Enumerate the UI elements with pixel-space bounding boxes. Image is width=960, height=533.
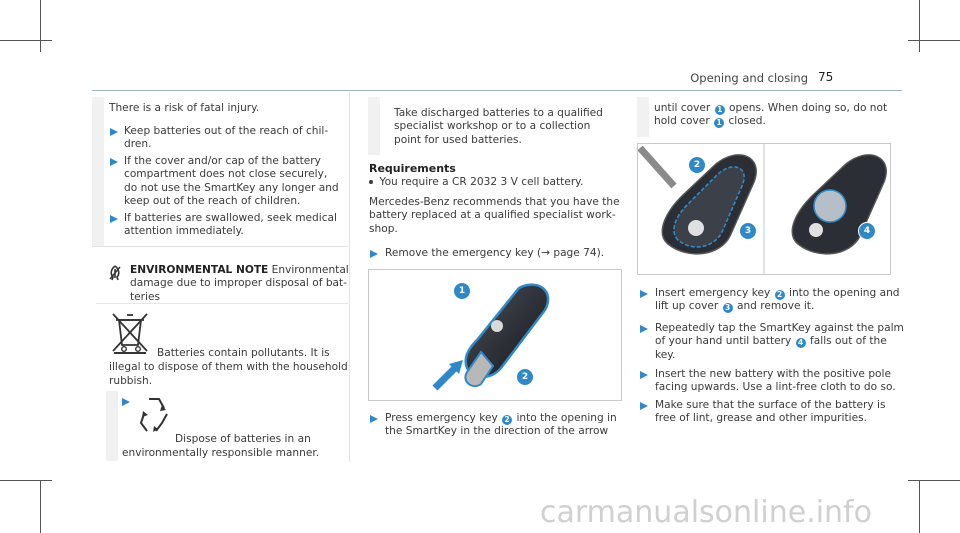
warning-item: If batteries are swallowed, seek medical attention immediately. <box>124 212 337 238</box>
figure-battery-cover <box>637 143 891 275</box>
ref-number: 2 <box>502 415 512 425</box>
environment-note-title: ENVIRONMENTAL NOTE <box>130 264 269 276</box>
recycle-text: Dispose of batteries in an <box>175 433 311 445</box>
recycle-icon <box>136 395 172 439</box>
step-arrow-icon <box>110 215 118 223</box>
step-arrow-icon <box>640 325 648 333</box>
crop-mark <box>919 480 920 533</box>
bin-text: illegal to dispose of them with the household <box>109 361 348 373</box>
bullet-icon <box>369 180 373 184</box>
page-number: 75 <box>818 70 834 84</box>
step-arrow-icon <box>640 371 648 379</box>
crop-mark <box>0 40 52 41</box>
crop-mark <box>40 480 41 533</box>
requirement-item: You require a CR 2032 3 V cell battery. <box>369 176 583 189</box>
step-arrow-icon <box>110 158 118 166</box>
warning-item: If the cover and/or cap of the battery compartment does not close securely, do not use the SmartKey any longer and keep out of the reach of children. <box>124 155 339 208</box>
recycle-box <box>106 391 118 461</box>
warning-box <box>92 97 104 247</box>
crossed-bin-icon <box>110 311 150 359</box>
info-box-text: Take discharged batteries to a qualified specialist workshop or to a collection point for used batteries. <box>394 107 603 146</box>
ref-number: 2 <box>775 290 785 300</box>
ref-number: 4 <box>796 338 806 348</box>
warning-intro: There is a risk of fatal injury. <box>109 102 260 114</box>
environment-note: ENVIRONMENTAL NOTE Environmental damage due to improper disposal of bat- teries <box>130 264 349 303</box>
step-tap-key: Repeatedly tap the SmartKey against the palm of your hand until battery 4 falls out of the key. <box>655 322 904 361</box>
bin-text: Batteries contain pollutants. It is <box>157 347 330 359</box>
warning-box-frame <box>92 246 348 247</box>
step-arrow-icon <box>640 290 648 298</box>
callout-3: 3 <box>739 222 757 240</box>
bin-text: rubbish. <box>109 375 153 387</box>
step-arrow-icon <box>640 402 648 410</box>
figure-smartkey-key <box>368 269 622 401</box>
environment-icon <box>108 265 122 285</box>
step-insert-battery: Insert the new battery with the positive pole facing upwards. Use a lint-free cloth to do so. <box>655 368 896 394</box>
section-title: Opening and closing <box>690 71 808 85</box>
step-remove-key: Remove the emergency key (→ page 74). <box>385 247 605 259</box>
recycle-text: environmentally responsible manner. <box>122 447 320 459</box>
requirements-title: Requirements <box>369 162 456 175</box>
crop-mark <box>919 0 920 52</box>
crop-mark <box>40 0 41 52</box>
step-arrow-icon <box>122 398 130 406</box>
step-continuation: until cover 1 opens. When doing so, do not hold cover 1 closed. <box>654 102 888 128</box>
watermark: carmanualsonline.info <box>540 495 872 530</box>
note-divider <box>96 303 348 304</box>
step-arrow-icon <box>370 415 378 423</box>
callout-2: 2 <box>516 368 534 386</box>
ref-number: 1 <box>714 118 724 128</box>
step-press-key: Press emergency key 2 into the opening in the SmartKey in the direction of the arrow <box>385 412 617 438</box>
crop-mark <box>908 40 960 41</box>
info-box <box>368 97 380 155</box>
callout-4: 4 <box>858 222 876 240</box>
ref-number: 3 <box>723 303 733 313</box>
step-arrow-icon <box>370 250 378 258</box>
step-check-surface: Make sure that the surface of the battery is free of lint, grease and other impurities. <box>655 399 886 425</box>
callout-2: 2 <box>688 156 706 174</box>
ref-number: 1 <box>715 105 725 115</box>
callout-1: 1 <box>453 282 471 300</box>
header-rule <box>92 90 902 91</box>
crop-mark <box>908 480 960 481</box>
step-continuation-box <box>637 97 649 137</box>
step-insert-key: Insert emergency key 2 into the opening and lift up cover 3 and remove it. <box>655 287 900 313</box>
step-arrow-icon <box>110 128 118 136</box>
column-divider <box>349 92 350 462</box>
paragraph: Mercedes-Benz recommends that you have the battery replaced at a qualified specialist work- shop. <box>369 196 620 235</box>
crop-mark <box>0 480 52 481</box>
warning-item: Keep batteries out of the reach of chil- dren. <box>124 125 329 151</box>
